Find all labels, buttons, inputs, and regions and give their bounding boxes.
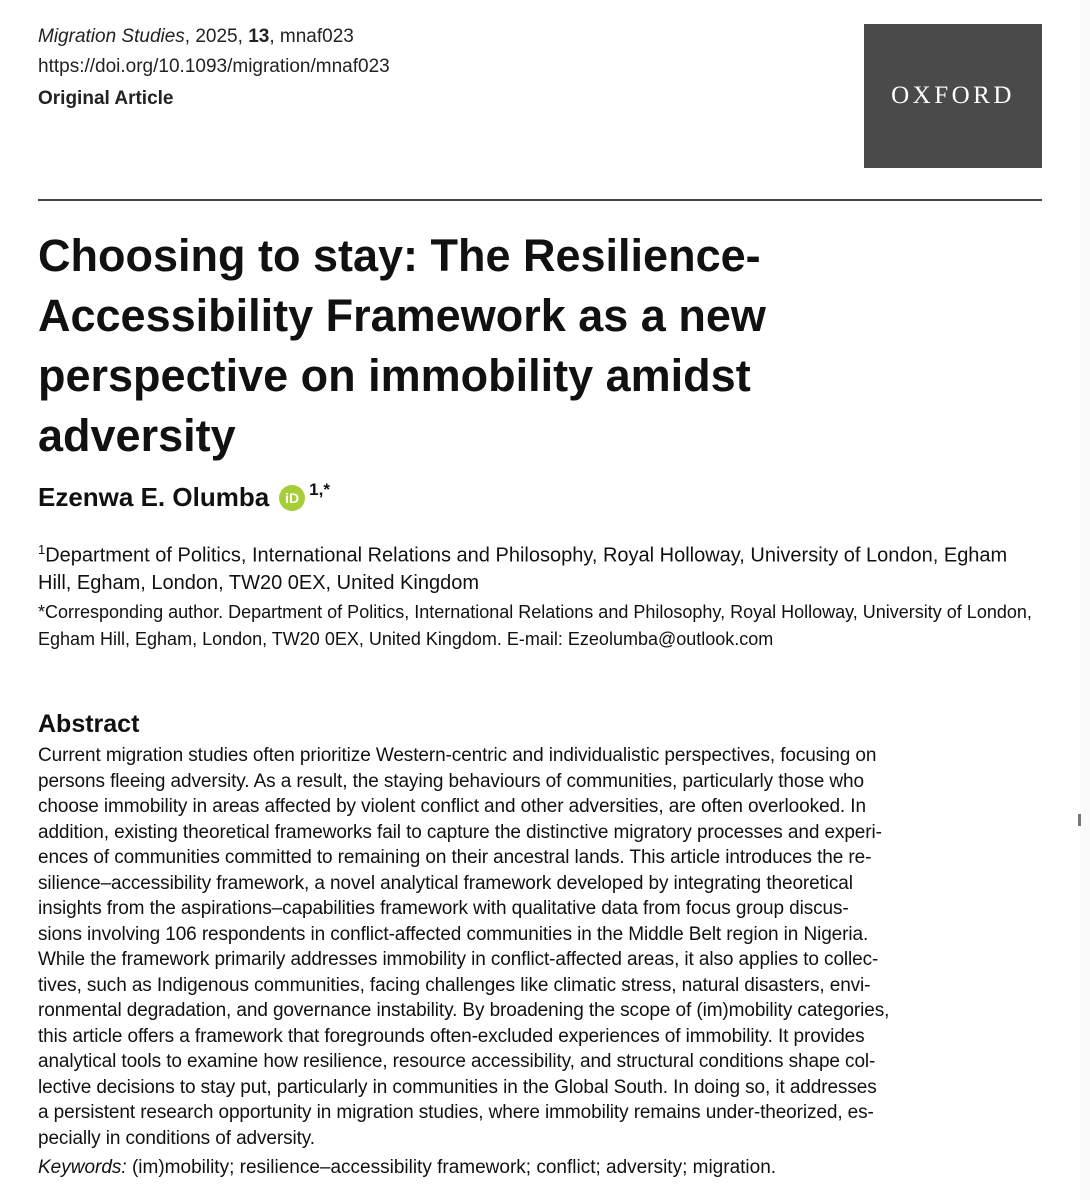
keywords-text: (im)mobility; resilience–accessibility framework; conflict; adversity; migration.: [126, 1157, 777, 1178]
journal-year: , 2025,: [184, 26, 249, 47]
journal-meta: [38, 22, 390, 114]
journal-name: Migration Studies: [38, 26, 185, 47]
keywords-label: Keywords:: [38, 1157, 127, 1178]
header-divider: [38, 199, 1042, 201]
abstract-line: analytical tools to examine how resilience, resource accessibility, and structural conditions shape col-: [38, 1051, 876, 1072]
abstract-line: addition, existing theoretical frameworks fail to capture the distinctive migratory processes and experi-: [38, 821, 882, 843]
affiliation-text: Department of Politics, International Relations and Philosophy, Royal Holloway, University of London, Egham Hill, Egham, London, TW20 0EX, United Kingdom: [38, 544, 1008, 594]
article-title: Choosing to stay: The Resilience-Accessibility Framework as a new perspective on immobility amidst adversity: [38, 230, 766, 461]
keywords: [38, 1157, 776, 1179]
abstract-line: choose immobility in areas affected by violent conflict and other adversities, are often overlooked. In: [38, 796, 866, 817]
abstract-line: lective decisions to stay put, particularly in communities in the Global South. In doing so, it addresses: [38, 1076, 877, 1098]
oxford-logo: [864, 24, 1042, 168]
page-edge: [1080, 0, 1090, 1200]
abstract-heading: Abstract: [38, 710, 140, 738]
affiliation: [38, 536, 1038, 597]
corresponding-author: *Corresponding author. Department of Politics, International Relations and Philosophy, Royal Holloway, University of London, Egham Hill, Egham, London, TW20 0EX, United Kingdom. E-mail: Ezeolumba@outlook.com: [38, 602, 1032, 649]
abstract-line: Current migration studies often prioritize Western-centric and individualistic perspectives, focusing on: [38, 745, 877, 766]
abstract-line: a persistent research opportunity in migration studies, where immobility remains under-theorized, es-: [38, 1102, 874, 1123]
journal-volume: 13: [248, 26, 270, 47]
abstract-line: pecially in conditions of adversity.: [38, 1127, 315, 1149]
article-id: , mnaf023: [269, 26, 354, 47]
doi-link[interactable]: https://doi.org/10.1093/migration/mnaf023: [38, 56, 390, 77]
author-marks: 1,*: [309, 479, 330, 499]
author-line: [38, 479, 330, 513]
abstract-line: insights from the aspirations–capabilities framework with qualitative data from focus group discus-: [38, 898, 849, 919]
citation-line: [38, 22, 390, 52]
oxford-logo-text: OXFORD: [891, 82, 1015, 109]
abstract-line: tives, such as Indigenous communities, facing challenges like climatic stress, natural disasters, envi-: [38, 974, 871, 996]
abstract-line: While the framework primarily addresses immobility in conflict-affected areas, it also applies to collec-: [38, 949, 879, 970]
author-name[interactable]: Ezenwa E. Olumba: [38, 482, 270, 512]
abstract-line: silience–accessibility framework, a novel analytical framework developed by integrating theoretical: [38, 872, 853, 894]
abstract-line: ronmental degradation, and governance instability. By broadening the scope of (im)mobility categories,: [38, 1000, 890, 1021]
abstract-body: [38, 743, 1044, 1151]
abstract-line: this article offers a framework that foregrounds often-excluded experiences of immobility. It provides: [38, 1025, 865, 1047]
abstract-line: sions involving 106 respondents in conflict-affected communities in the Middle Belt region in Nigeria.: [38, 923, 869, 945]
scroll-marker: [1078, 814, 1081, 826]
article-type: Original Article: [38, 88, 174, 109]
abstract-line: ences of communities committed to remaining on their ancestral lands. This article introduces the re-: [38, 847, 872, 868]
affiliation-marker: 1: [38, 542, 46, 557]
abstract-line: persons fleeing adversity. As a result, the staying behaviours of communities, particularly those who: [38, 770, 864, 792]
orcid-icon[interactable]: iD: [279, 485, 305, 511]
